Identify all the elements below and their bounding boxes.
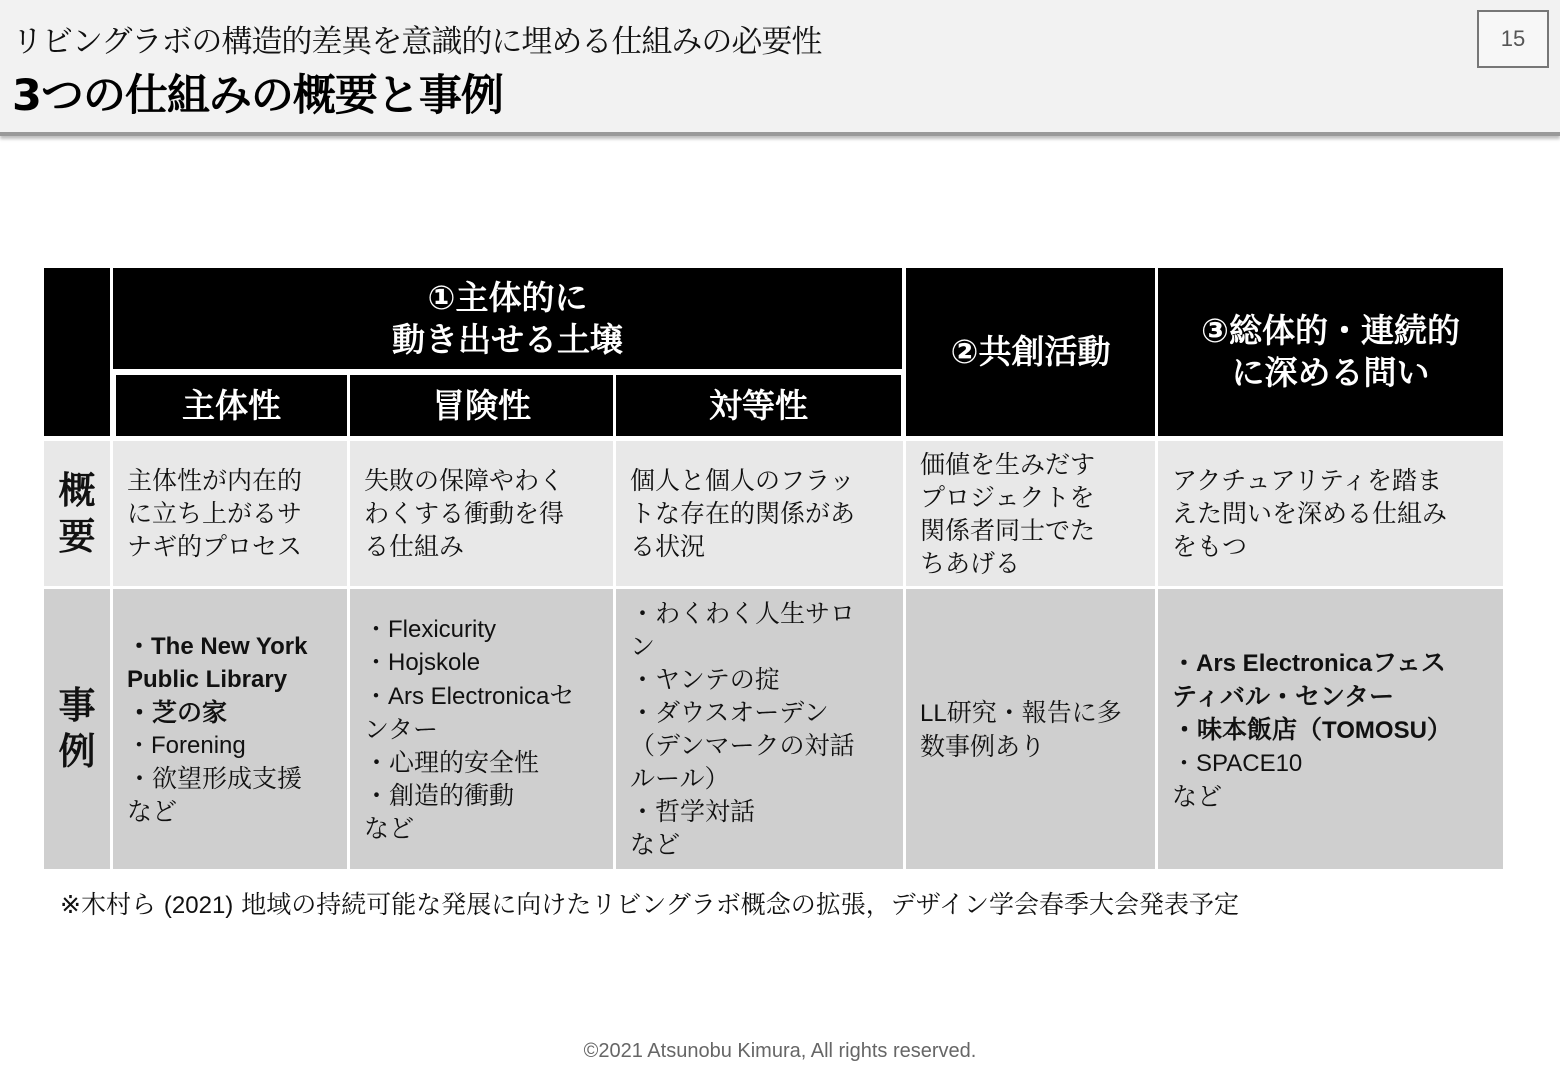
- examples-autonomy: [113, 589, 347, 869]
- text-line: る仕組み: [364, 532, 465, 561]
- slide-header: [0, 0, 1560, 136]
- examples-equality: [616, 589, 903, 869]
- text-line: 数事例あり: [920, 731, 1046, 761]
- row-label-overview-char2: 要: [58, 514, 96, 558]
- text-line: ・心理的安全性: [364, 748, 540, 777]
- corner-cell: [44, 268, 110, 436]
- text-line: えた問いを深める仕組み: [1172, 499, 1448, 528]
- text-line: ちあげる: [920, 548, 1021, 578]
- page-number: 15: [1477, 10, 1549, 68]
- subheader-autonomy: 主体性: [116, 375, 347, 436]
- reference-note-prefix: ※木村ら: [60, 890, 164, 919]
- overview-autonomy: [113, 441, 347, 586]
- text-line: ティバル・センター: [1172, 681, 1395, 711]
- text-line: ・Hojskole: [364, 649, 481, 676]
- subheader-equality: 対等性: [616, 375, 901, 436]
- text-line: 個人と個人のフラッ: [630, 466, 855, 495]
- text-line: をもつ: [1172, 532, 1248, 561]
- text-line: ・Forening: [127, 732, 246, 759]
- text-line: ・SPACE10: [1172, 749, 1303, 777]
- text-line: [1172, 713, 1495, 747]
- row-label-examples-char1: 事: [58, 684, 96, 727]
- text-line: ナギ的プロセス: [127, 532, 303, 561]
- text-line: （デンマークの対話: [630, 731, 855, 760]
- column-header-fertile-ground-line2: 動き出せる土壌: [392, 320, 623, 359]
- text-span: LL: [920, 699, 947, 727]
- column-header-holistic-questions-line2: に深める問い: [1231, 353, 1430, 392]
- reference-note-year: (2021): [163, 892, 234, 919]
- text-span: TOMOSU: [1322, 716, 1427, 744]
- text-line: ・Flexicurity: [364, 616, 497, 643]
- text-line: など: [364, 814, 415, 843]
- text-span: ・Ars Electronica: [1172, 649, 1373, 677]
- examples-holistic-questions: [1158, 589, 1503, 869]
- subheader-adventurousness: 冒険性: [350, 375, 613, 436]
- text-line: ・哲学対話: [630, 797, 756, 826]
- text-span: ・Ars Electronica: [364, 683, 550, 710]
- slide-title: 3つの仕組みの概要と事例: [12, 71, 503, 121]
- text-line: ・創造的衝動: [364, 781, 515, 810]
- text-line: 主体性が内在的: [127, 466, 303, 495]
- text-line: ルール）: [630, 764, 730, 793]
- text-span: ）: [1426, 714, 1452, 744]
- text-line: ン: [630, 632, 656, 661]
- text-span: フェス: [1372, 647, 1446, 677]
- text-line: る状況: [630, 532, 706, 561]
- text-line: ・The New York: [127, 633, 308, 660]
- text-line: ・芝の家: [127, 698, 228, 727]
- text-line: [1172, 646, 1495, 680]
- overview-equality: [616, 441, 903, 586]
- text-span: セ: [549, 681, 575, 710]
- text-line: プロジェクトを: [920, 482, 1095, 512]
- text-line: など: [630, 830, 681, 859]
- text-line: など: [1172, 781, 1223, 811]
- column-header-fertile-ground: [113, 268, 902, 370]
- text-line: 価値を生みだす: [920, 449, 1096, 479]
- text-line: ンター: [364, 715, 439, 744]
- overview-adventurousness: [350, 441, 613, 586]
- copyright-footer: ©2021 Atsunobu Kimura, All rights reserved.: [583, 1040, 977, 1062]
- text-line: 関係者同士でた: [920, 515, 1096, 545]
- row-label-examples: [44, 589, 110, 869]
- overview-co-creation: [906, 441, 1155, 586]
- overview-holistic-questions: [1158, 441, 1503, 586]
- text-line: 失敗の保障やわく: [364, 466, 565, 495]
- text-line: Public Library: [127, 666, 288, 693]
- reference-note-text: 地域の持続可能な発展に向けたリビングラボ概念の拡張，デザイン学会春季大会発表予定: [233, 890, 1239, 919]
- text-line: [920, 696, 1147, 730]
- text-span: 研究・報告に多: [946, 697, 1122, 727]
- row-label-examples-char2: 例: [58, 730, 96, 773]
- examples-adventurousness: [350, 589, 613, 869]
- text-line: [364, 679, 605, 713]
- text-line: に立ち上がるサ: [127, 499, 303, 528]
- slide-subtitle: リビングラボの構造的差異を意識的に埋める仕組みの必要性: [12, 24, 822, 60]
- text-line: ・欲望形成支援: [127, 764, 303, 793]
- column-header-fertile-ground-line1: ①主体的に: [427, 278, 588, 317]
- row-label-overview: [44, 441, 110, 586]
- examples-co-creation: [906, 589, 1155, 869]
- text-line: ・わくわく人生サロ: [630, 599, 856, 628]
- column-header-holistic-questions: [1158, 268, 1503, 436]
- text-line: ・ダウスオーデン: [630, 698, 829, 727]
- column-header-co-creation: ②共創活動: [906, 268, 1155, 436]
- text-line: わくする衝動を得: [364, 499, 565, 528]
- column-header-holistic-questions-line1: ③総体的・連続的: [1201, 311, 1460, 350]
- text-line: など: [127, 797, 178, 826]
- row-label-overview-char1: 概: [58, 468, 96, 512]
- text-line: ・ヤンテの掟: [630, 665, 780, 694]
- text-line: トな存在的関係があ: [630, 499, 856, 528]
- text-line: アクチュアリティを踏ま: [1172, 466, 1443, 495]
- text-span: ・味本飯店（: [1172, 714, 1323, 744]
- reference-note: [60, 885, 1239, 921]
